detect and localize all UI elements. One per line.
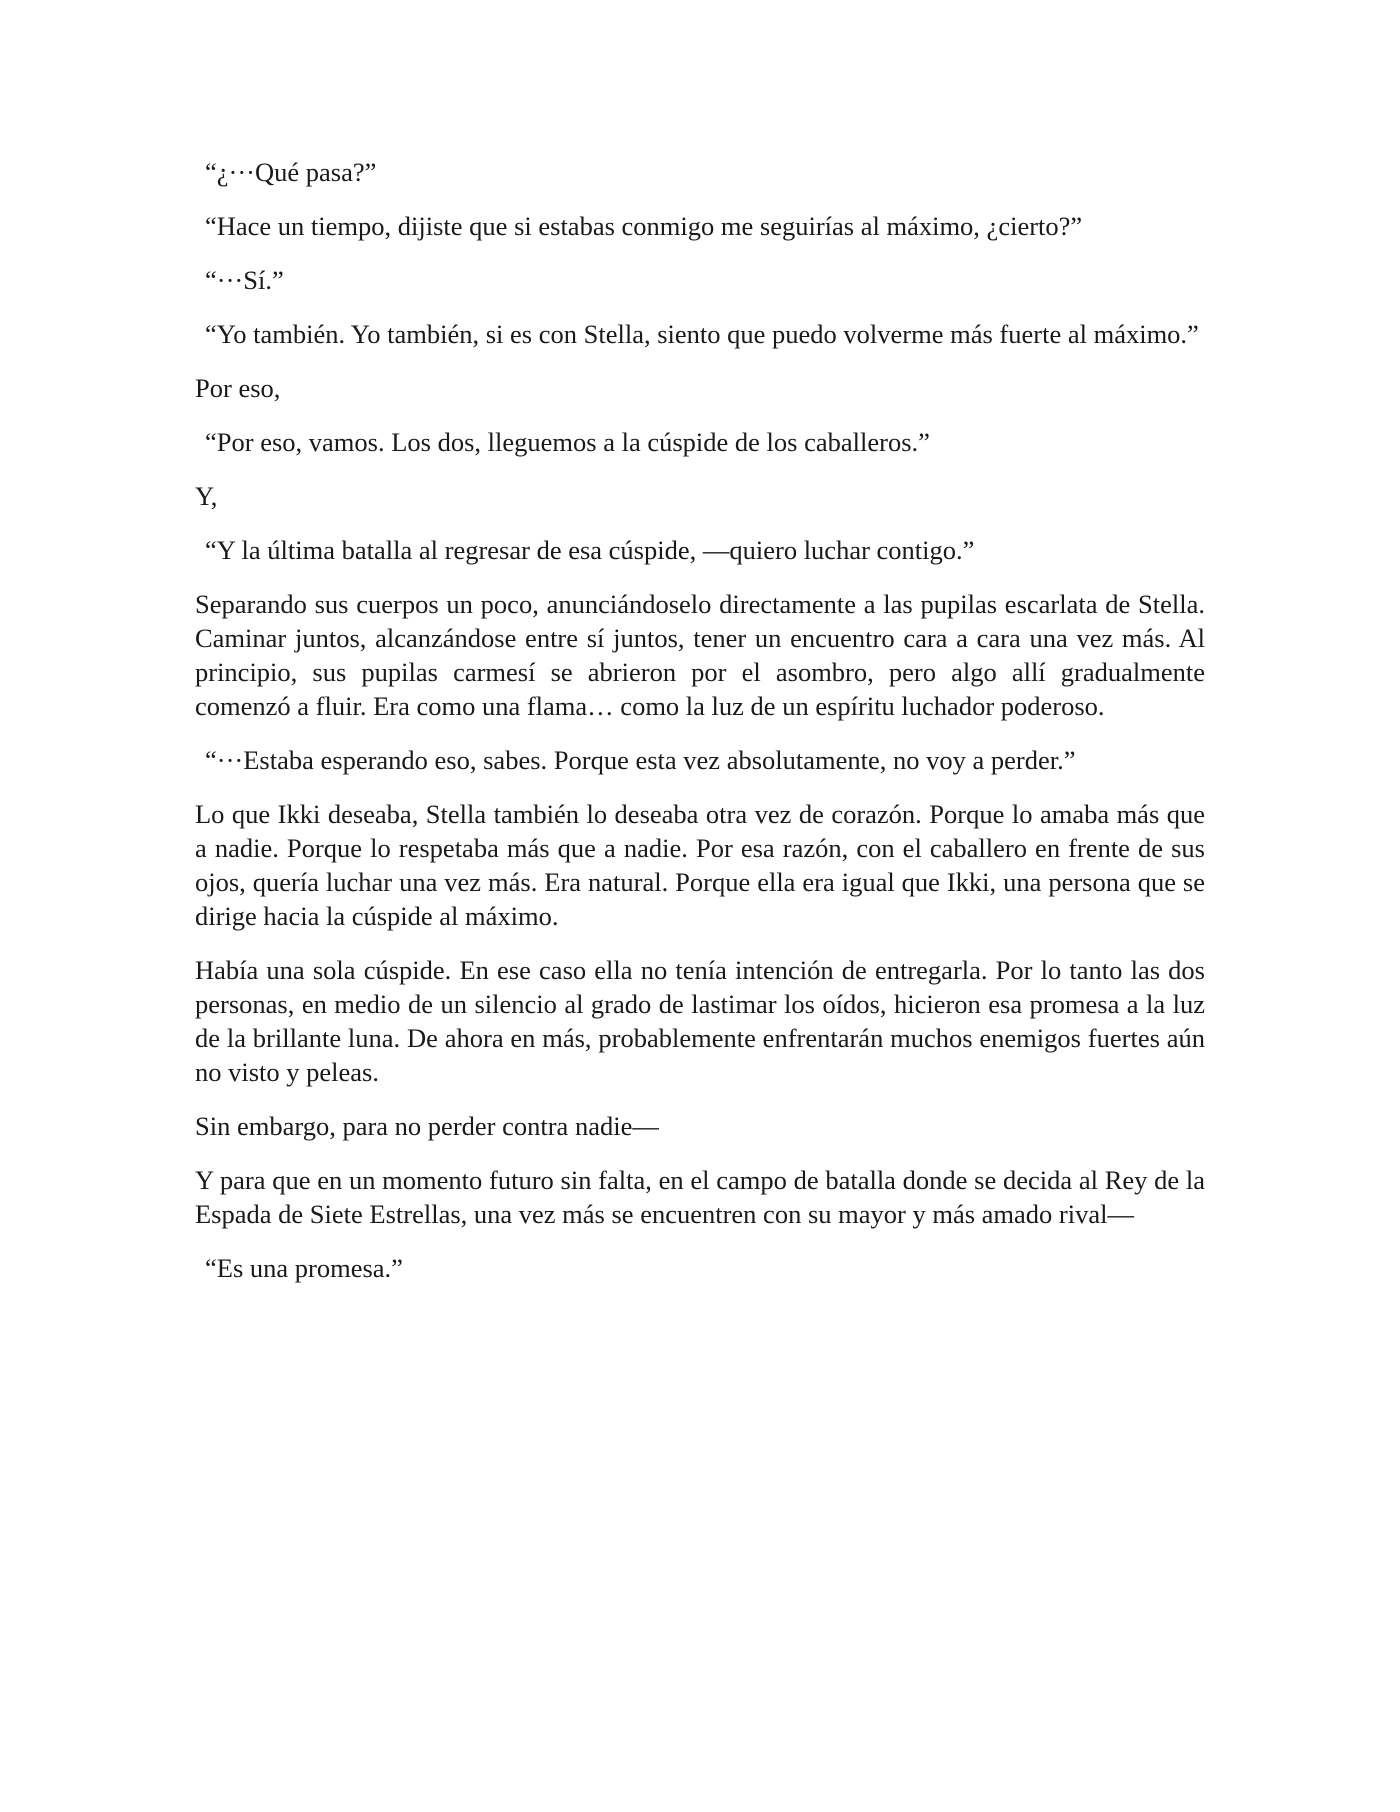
narration-paragraph: Lo que Ikki deseaba, Stella también lo deseaba otra vez de corazón. Porque lo amaba más que a nadie. Porque lo respetaba más que a nadie. Por esa razón, con el caballero en frente de sus ojos, quería luchar una vez más. Era natural. Porque ella era igual que Ikki, una persona que se dirige hacia la cúspide al máximo.	[195, 799, 1205, 931]
narration-paragraph: Por eso,	[195, 373, 281, 403]
dialogue-paragraph: “Yo también. Yo también, si es con Stella, siento que puedo volverme más fuerte al máximo.”	[205, 319, 1199, 349]
dialogue-paragraph: “Por eso, vamos. Los dos, lleguemos a la cúspide de los caballeros.”	[205, 427, 930, 457]
dialogue-paragraph: “¿···Qué pasa?”	[205, 157, 377, 187]
narration-paragraph: Y,	[195, 481, 218, 511]
narration-paragraph: Y para que en un momento futuro sin falta, en el campo de batalla donde se decida al Rey de la Espada de Siete Estrellas, una vez más se encuentren con su mayor y más amado rival—	[195, 1165, 1205, 1229]
narration-paragraph: Separando sus cuerpos un poco, anunciándoselo directamente a las pupilas escarlata de Stella. Caminar juntos, alcanzándose entre sí juntos, tener un encuentro cara a cara una vez más. Al principio, sus pupilas carmesí se abrieron por el asombro, pero algo allí gradualmente comenzó a fluir. Era como una flama… como la luz de un espíritu luchador poderoso.	[195, 589, 1205, 721]
narration-paragraph: Sin embargo, para no perder contra nadie—	[195, 1111, 659, 1141]
dialogue-paragraph: “···Sí.”	[205, 265, 284, 295]
dialogue-paragraph: “Es una promesa.”	[205, 1253, 403, 1283]
narration-paragraph: Había una sola cúspide. En ese caso ella no tenía intención de entregarla. Por lo tanto las dos personas, en medio de un silencio al grado de lastimar los oídos, hicieron esa promesa a la luz de la brillante luna. De ahora en más, probablemente enfrentarán muchos enemigos fuertes aún no visto y peleas.	[195, 955, 1205, 1087]
dialogue-paragraph: “Hace un tiempo, dijiste que si estabas conmigo me seguirías al máximo, ¿cierto?”	[205, 211, 1083, 241]
dialogue-paragraph: “···Estaba esperando eso, sabes. Porque esta vez absolutamente, no voy a perder.”	[205, 745, 1076, 775]
dialogue-paragraph: “Y la última batalla al regresar de esa cúspide, —quiero luchar contigo.”	[205, 535, 975, 565]
text-body	[195, 155, 1205, 1305]
